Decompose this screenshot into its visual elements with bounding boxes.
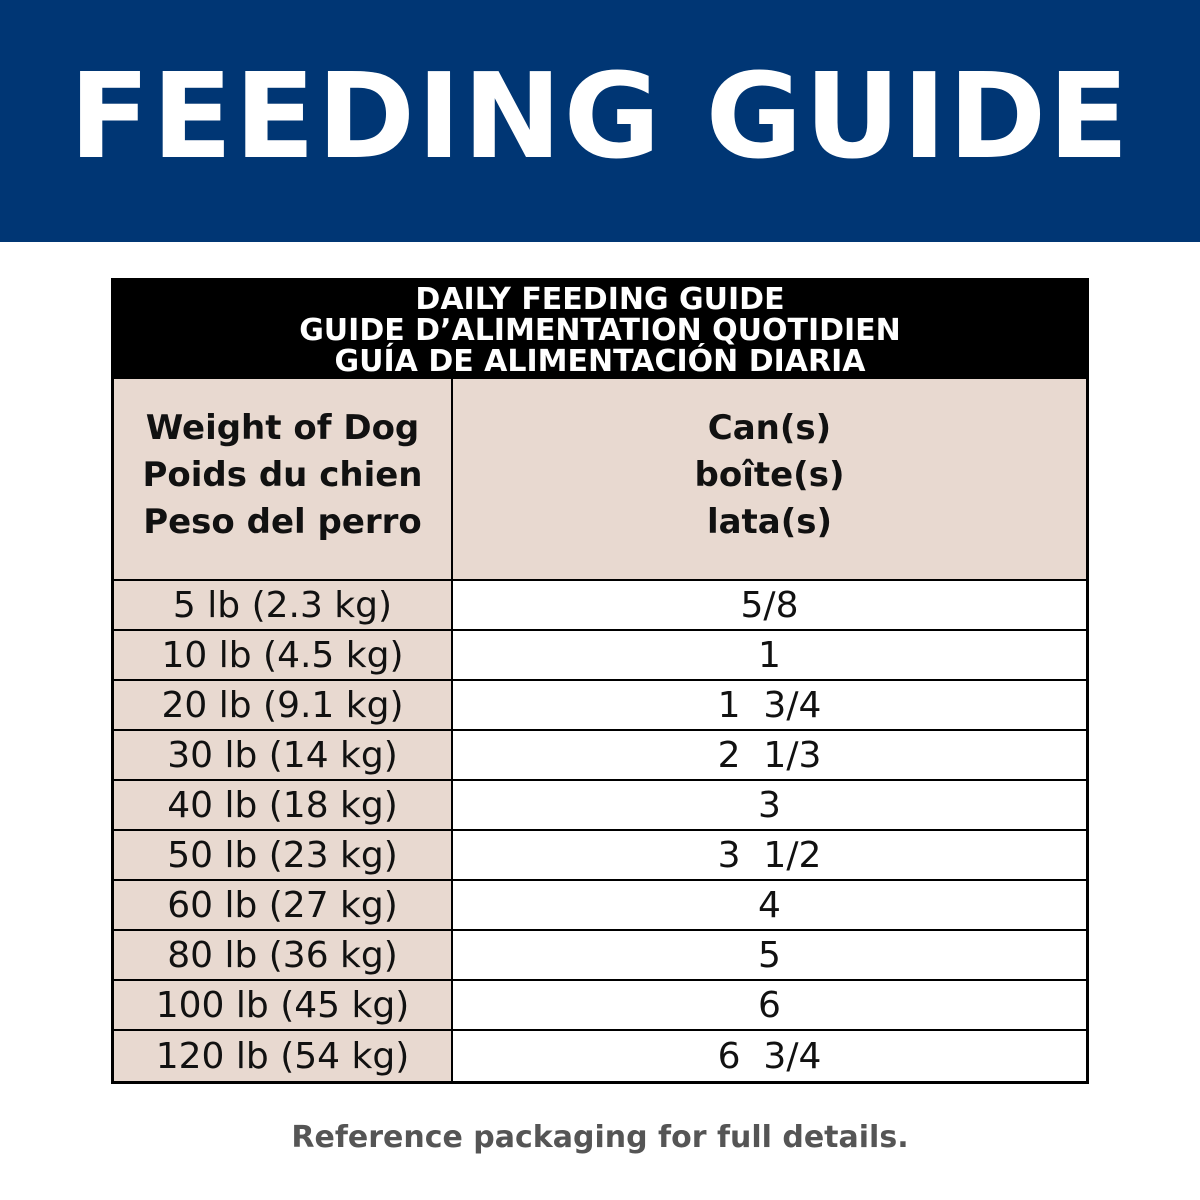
- cans-cell: 1 3/4: [453, 681, 1086, 729]
- table-row: [114, 931, 1086, 981]
- weight-column-header: [114, 379, 451, 579]
- table-title-english: DAILY FEEDING GUIDE: [415, 281, 785, 317]
- table-title: [114, 281, 1086, 379]
- cans-header-french: boîte(s): [694, 455, 845, 495]
- table-title-spanish: GUÍA DE ALIMENTACIÓN DIARIA: [334, 343, 866, 379]
- table-row: [114, 631, 1086, 681]
- table-row: [114, 681, 1086, 731]
- cans-cell: 3: [453, 781, 1086, 829]
- table-row: [114, 581, 1086, 631]
- cans-header-english: Can(s): [707, 408, 832, 448]
- cans-cell: 3 1/2: [453, 831, 1086, 879]
- column-divider: [451, 379, 453, 1081]
- cans-cell: 2 1/3: [453, 731, 1086, 779]
- page-title: FEEDING GUIDE: [69, 47, 1131, 185]
- feeding-guide-banner: [0, 0, 1200, 242]
- cans-cell: 6 3/4: [453, 1031, 1086, 1081]
- table-body: [114, 581, 1086, 1081]
- cans-column-header: [453, 379, 1086, 579]
- cans-cell: 1: [453, 631, 1086, 679]
- column-header-row: [114, 379, 1086, 581]
- weight-cell: 20 lb (9.1 kg): [114, 681, 451, 729]
- weight-cell: 30 lb (14 kg): [114, 731, 451, 779]
- table-row: [114, 881, 1086, 931]
- weight-header-english: Weight of Dog: [145, 408, 420, 448]
- table-row: [114, 981, 1086, 1031]
- weight-cell: 80 lb (36 kg): [114, 931, 451, 979]
- table-title-french: GUIDE D’ALIMENTATION QUOTIDIEN: [299, 312, 901, 348]
- daily-feeding-table: [111, 278, 1089, 1084]
- cans-cell: 5: [453, 931, 1086, 979]
- weight-cell: 100 lb (45 kg): [114, 981, 451, 1029]
- cans-cell: 4: [453, 881, 1086, 929]
- cans-cell: 5/8: [453, 581, 1086, 629]
- weight-header-spanish: Peso del perro: [143, 502, 422, 542]
- weight-cell: 50 lb (23 kg): [114, 831, 451, 879]
- cans-cell: 6: [453, 981, 1086, 1029]
- table-row: [114, 1031, 1086, 1081]
- weight-cell: 5 lb (2.3 kg): [114, 581, 451, 629]
- table-row: [114, 831, 1086, 881]
- cans-header-spanish: lata(s): [706, 502, 833, 542]
- weight-header-french: Poids du chien: [142, 455, 423, 495]
- table-row: [114, 781, 1086, 831]
- weight-cell: 40 lb (18 kg): [114, 781, 451, 829]
- weight-cell: 120 lb (54 kg): [114, 1031, 451, 1081]
- weight-cell: 10 lb (4.5 kg): [114, 631, 451, 679]
- table-row: [114, 731, 1086, 781]
- weight-cell: 60 lb (27 kg): [114, 881, 451, 929]
- reference-note: Reference packaging for full details.: [291, 1120, 909, 1155]
